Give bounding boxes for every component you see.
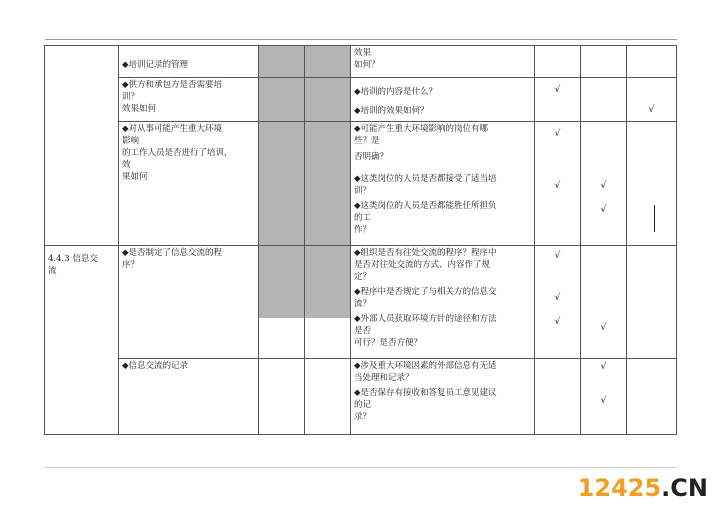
check-mark: √ [600,181,607,191]
check-cell [627,46,677,78]
split-cell [305,246,351,359]
check-cell [535,359,581,435]
item-cell: ◆是否制定了信息交流的程 序？ [119,246,259,359]
check-cell [581,122,627,246]
shaded-cell [305,246,350,318]
shaded-cell [259,122,305,246]
check-cell [535,122,581,246]
check-cell [535,246,581,359]
table-row [45,122,677,246]
margin-bar [654,205,655,232]
check-mark: √ [648,105,655,115]
shaded-cell [305,46,351,78]
audit-checklist-table [44,45,677,435]
item-cell: ◆供方和承包方是否需要培 训？ 效果如何 [119,78,259,122]
item-cell: ◆信息交流的记录 [119,359,259,435]
check-mark: √ [554,293,561,303]
empty-cell [305,359,351,435]
shaded-cell [305,122,351,246]
check-cell [535,78,581,122]
check-mark: √ [600,362,607,372]
check-cell [581,46,627,78]
check-cell [581,359,627,435]
item-text: ◆培训记录的管理 [122,60,189,70]
split-cell [259,246,305,359]
shaded-cell [259,246,304,318]
question-cell: 效果 如何？ [351,46,535,78]
footer-rule [45,467,677,468]
check-mark: √ [554,251,561,261]
check-cell [535,46,581,78]
check-mark: √ [554,317,561,327]
table-row [45,78,677,122]
question-cell: ◆组织是否有往处交流的程序？程序中 是否对往处交流的方式、内容作了规 定？ ◆程序中是否规定了与相关方的信息交 流？ ◆外部人员获取环境方针的途径和方法 是否 可行？是否方便？ [351,246,535,359]
header-rule [45,39,677,40]
check-cell [627,359,677,435]
shaded-cell [305,78,351,122]
question-cell: ◆可能产生重大环境影响的岗位有哪 些？是 否明确？ ◆这类岗位的人员是否都接受了适当培 训？ ◆这类岗位的人员是否都能胜任所担负 的工 作？ [351,122,535,246]
shaded-cell [259,46,305,78]
question-cell: ◆涉及重大环境因素的外部信息有无适 当处理和记录？ ◆是否保存有接收和答复员工意见建议 的记 录？ [351,359,535,435]
empty-cell [259,359,305,435]
check-mark: √ [554,181,561,191]
table-row [45,246,677,359]
item-cell: ◆对从事可能产生重大环境 影响 的工作人员是否进行了培训， 效 果如何 [119,122,259,246]
check-cell [627,78,677,122]
table-row [45,359,677,435]
check-cell [627,246,677,359]
check-cell [627,122,677,246]
clause-cell: 4.4.3 信息交 流 [45,246,119,435]
check-cell [581,246,627,359]
shaded-cell [259,78,305,122]
table-row [45,46,677,78]
check-mark: √ [554,129,561,139]
check-mark: √ [554,85,561,95]
clause-cell-empty [45,46,119,246]
check-mark: √ [600,396,607,406]
check-mark: √ [600,205,607,215]
check-mark: √ [600,323,607,333]
check-cell [581,78,627,122]
item-cell [119,46,259,78]
question-cell: ◆培训的内容是什么？ ◆培训的效果如何？ [351,78,535,122]
site-watermark-logo: 12425.CN [577,474,708,502]
